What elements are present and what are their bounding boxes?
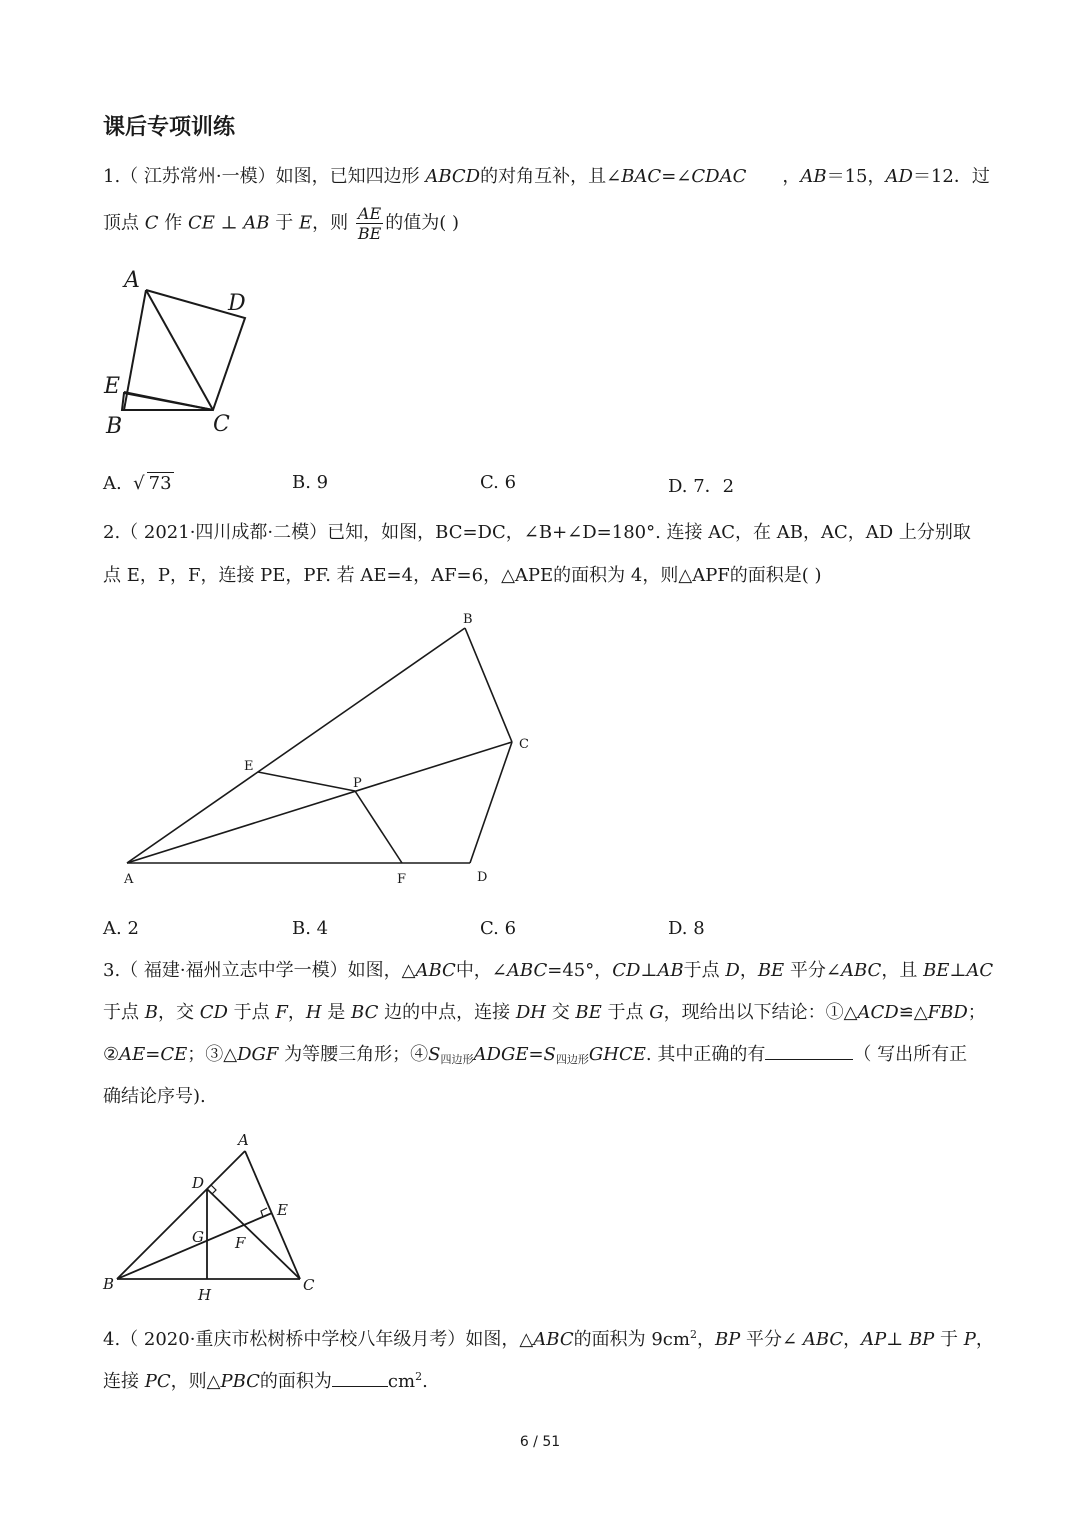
q3-line-3: ②AE=CE；③△DGF 为等腰三角形；$④S_{四边形}ADGE=S_{四边形}GHCE$. 其中正确的有 （ 写出所有正 [103,1044,968,1066]
q1-figure [100,265,270,440]
q2-label-f: F [397,872,407,887]
q3-label-a: A [238,1131,249,1149]
q2-option-d: D. 8 [668,918,705,939]
q2-option-a: A. 2 [103,918,139,939]
q1-quad-outline [122,290,245,410]
q2-figure [110,605,540,890]
q1-option-a: A. √ 73 [103,473,172,494]
q3-line-2: 于点 B，交 CD 于点 F，H 是 BC 边的中点，连接 DH 交 BE 于点 G，现给出以下结论：①△ACD≌△FBD； [103,1002,986,1023]
q2-option-c: C. 6 [480,918,517,939]
q2-option-b: B. 4 [292,918,329,939]
q1-option-b: B. 9 [292,472,329,493]
q3-figure [95,1128,325,1308]
q1-label-e: E [104,374,121,399]
q1-line-2: 顶点 C 作 CE ⊥ AB 于 E，则 $\frac{AE}{BE}$ 的值为( ) [103,204,460,244]
q3-label-g: G [192,1228,204,1246]
q2-line-2: 点 E，P，F，连接 PE，PF. 若 AE=4，AF=6，△APE的面积为 4，则△APF的面积是( ) [103,565,822,586]
q1-line-1: 1.（ 江苏常州·一模）如图，已知四边形 ABCD的对角互补，且∠BAC=∠CDAC ，AB＝15，AD＝12．过 [103,166,990,187]
q1-segment-ce [124,392,213,410]
q2-edge-cd [470,742,512,863]
q4-answer-blank[interactable] [332,1386,388,1387]
q3-label-c: C [303,1276,315,1294]
q2-label-a: A [124,872,134,887]
q3-line-4: 确结论序号). [103,1086,206,1107]
q2-label-p: P [353,776,362,791]
q3-label-e: E [277,1201,288,1219]
q4-line-2: 连接 PC，则△PBC的面积为 $cm^2$. [103,1370,428,1392]
q1-label-b: B [106,414,123,439]
q1-option-c: C. 6 [480,472,517,493]
q3-label-h: H [198,1286,212,1304]
page-number: 6 / 51 [519,1434,561,1450]
q2-segment-pe [258,772,355,791]
q2-edge-ab [127,628,465,863]
q1-label-c: C [213,412,230,437]
q2-line-1: 2.（ 2021·四川成都·二模）已知，如图，BC=DC，∠B+∠D=180°. 连接 AC，在 AB，AC，AD 上分别取 [103,522,971,543]
q1-label-a: A [124,268,140,293]
section-heading: 课后专项训练 [103,115,236,140]
q2-label-b: B [463,612,473,627]
q1-label-d: D [228,291,246,316]
q2-diagonal-ac [127,742,512,863]
q1-option-d: D. 7．2 [668,476,735,497]
q3-edge-ab [117,1151,245,1279]
q1-fraction: $\frac{AE}{BE}$ [357,204,382,244]
q2-label-e: E [244,759,254,774]
q3-line-1: 3.（ 福建·福州立志中学一模）如图，△ABC中，∠ABC=45°，CD⊥AB于点 D，BE 平分∠ABC，且 BE⊥AC [103,960,994,981]
q3-answer-blank[interactable] [765,1059,853,1060]
q1-diagonal-ac [146,290,213,410]
q2-segment-pf [355,791,402,863]
q2-label-c: C [519,737,529,752]
q3-label-f: F [235,1234,246,1252]
q3-edge-ac [245,1151,300,1279]
q3-label-d: D [192,1174,205,1192]
q2-edge-bc [465,628,512,742]
q4-line-1: 4.（ 2020·重庆市松树桥中学校八年级月考）如图，△ABC的面积为 $9cm^2$，BP 平分∠ ABC，AP⊥ BP 于 P， [103,1328,994,1350]
q3-segment-be [117,1213,272,1279]
q3-label-b: B [103,1275,115,1293]
q2-label-d: D [477,870,488,885]
